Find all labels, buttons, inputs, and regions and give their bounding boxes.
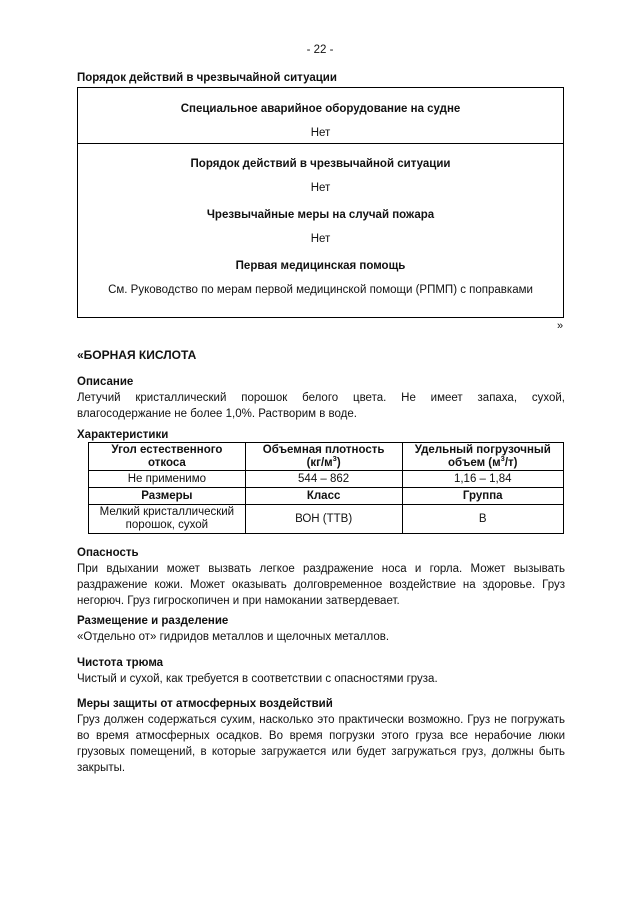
- characteristics-table: [88, 442, 564, 534]
- emergency-procedures-box: [77, 143, 564, 318]
- stowage-factor-header: Удельный погрузочный объем $(м^3/т)$: [402, 443, 564, 471]
- group-value: В: [402, 505, 564, 534]
- stowage-text: «Отдельно от» гидридов металлов и щелочных металлов.: [77, 631, 390, 643]
- hazard-text: При вдыхании может вызвать легкое раздражение носа и горла. Может вызывать раздражение кожи. Может оказывать долговременное воздействие на здоровье. Груз негорюч. Груз гигроскопичен и при намокании затвердевает.: [77, 563, 565, 607]
- hold-cleanliness-text: Чистый и сухой, как требуется в соответствии с опасностями груза.: [77, 673, 438, 685]
- table-row: [89, 505, 564, 534]
- hazard-heading: Опасность: [77, 547, 139, 559]
- page-number: - 22 -: [306, 44, 334, 56]
- emergency-equipment-box: [77, 87, 564, 144]
- description-text: Летучий кристаллический порошок белого цвета. Не имеет запаха, сухой, влагосодержание не более 1,0%. Растворим в воде.: [77, 392, 565, 420]
- group-header: Группа: [402, 488, 564, 505]
- description-heading: Описание: [77, 376, 134, 388]
- stowage-heading: Размещение и разделение: [77, 615, 229, 627]
- class-value: ВОН (ТТВ): [245, 505, 402, 534]
- firstaid-title: Первая медицинская помощь: [235, 260, 406, 272]
- table-row: [89, 443, 564, 471]
- weather-text: Груз должен содержаться сухим, насколько это практически возможно. Груз не погружать во время атмосферных осадков. Во время погрузки этого груза все нерабочие люки грузовых помещений, в которые загружается или будет загружаться груз, должны быть закрыты.: [77, 714, 565, 774]
- size-value: Мелкий кристаллический порошок, сухой: [89, 505, 246, 534]
- density-value: 544 – 862: [245, 471, 402, 488]
- procedures-title: Порядок действий в чрезвычайной ситуации: [190, 158, 451, 170]
- equipment-value: Нет: [310, 127, 331, 139]
- stowage-factor-value: 1,16 – 1,84: [402, 471, 564, 488]
- weather-heading: Меры защиты от атмосферных воздействий: [77, 698, 333, 710]
- emergency-heading: Порядок действий в чрезвычайной ситуации: [77, 72, 337, 84]
- characteristics-heading: Характеристики: [77, 429, 169, 441]
- angle-value: Не применимо: [89, 471, 246, 488]
- size-header: Размеры: [89, 488, 246, 505]
- procedures-value: Нет: [310, 182, 331, 194]
- class-header: Класс: [245, 488, 402, 505]
- closing-quote: »: [557, 320, 564, 332]
- table-row: [89, 488, 564, 505]
- hold-cleanliness-heading: Чистота трюма: [77, 657, 164, 669]
- cargo-name: «БОРНАЯ КИСЛОТА: [77, 348, 197, 362]
- angle-header: Угол естественного откоса: [89, 443, 246, 471]
- equipment-title: Специальное аварийное оборудование на судне: [180, 103, 461, 115]
- firstaid-value: См. Руководство по мерам первой медицинской помощи (РПМП) с поправками: [108, 284, 533, 296]
- fire-value: Нет: [310, 233, 331, 245]
- fire-title: Чрезвычайные меры на случай пожара: [206, 209, 435, 221]
- table-row: [89, 471, 564, 488]
- density-header: Объемная плотность $(кг/м^3)$: [245, 443, 402, 471]
